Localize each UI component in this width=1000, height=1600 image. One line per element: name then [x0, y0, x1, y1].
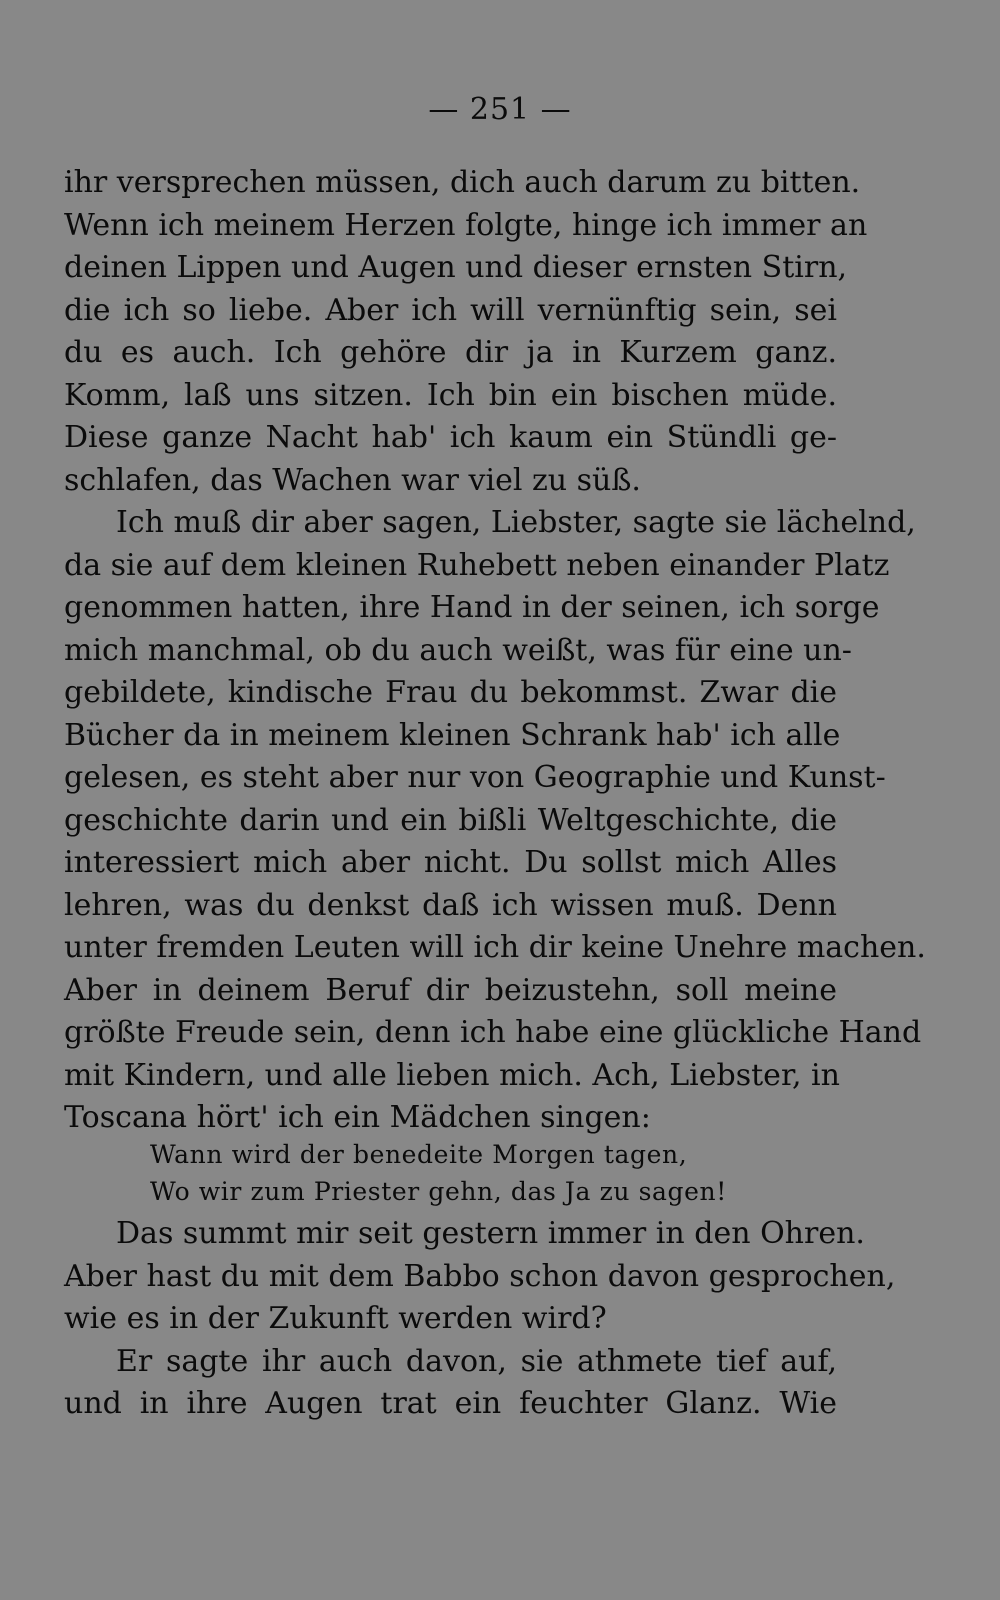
page-number: — 251 —: [428, 92, 572, 127]
text-line: Aber hast du mit dem Babbo schon davon gesprochen,: [64, 1258, 896, 1294]
text-line: und in ihre Augen trat ein feuchter Glanz. Wie: [64, 1386, 837, 1421]
text-line: wie es in der Zukunft werden wird?: [64, 1301, 607, 1336]
text-line: unter fremden Leuten will ich dir keine Unehre machen.: [64, 930, 926, 965]
text-line: Diese ganze Nacht hab' ich kaum ein Stündli ge-: [64, 420, 837, 455]
text-line: du es auch. Ich gehöre dir ja in Kurzem ganz.: [64, 335, 837, 370]
text-line: Das summt mir seit gestern immer in den Ohren.: [116, 1216, 865, 1251]
verse-line: Wo wir zum Priester gehn, das Ja zu sagen!: [150, 1177, 727, 1206]
text-line: interessiert mich aber nicht. Du sollst mich Alles: [64, 845, 837, 880]
text-line: ihr versprechen müssen, dich auch darum zu bitten.: [64, 165, 861, 200]
text-block-main: [64, 162, 926, 1140]
text-line: gebildete, kindische Frau du bekommst. Zwar die: [64, 675, 837, 710]
text-line: Ich muß dir aber sagen, Liebster, sagte sie lächelnd,: [116, 505, 916, 540]
text-line: Aber in deinem Beruf dir beizustehn, soll meine: [64, 972, 837, 1008]
text-block-continued: [64, 1213, 896, 1426]
text-line: die ich so liebe. Aber ich will vernünftig sein, sei: [64, 292, 837, 328]
text-line: Komm, laß uns sitzen. Ich bin ein bischen müde.: [64, 377, 837, 413]
text-line: größte Freude sein, denn ich habe eine glückliche Hand: [64, 1015, 922, 1050]
text-line: Toscana hört' ich ein Mädchen singen:: [64, 1100, 651, 1135]
text-line: gelesen, es steht aber nur von Geographie und Kunst-: [64, 760, 886, 795]
text-line: da sie auf dem kleinen Ruhebett neben einander Platz: [64, 547, 890, 583]
text-line: geschichte darin und ein bißli Weltgeschichte, die: [64, 802, 837, 838]
text-line: lehren, was du denkst daß ich wissen muß. Denn: [64, 887, 837, 923]
text-line: Er sagte ihr auch davon, sie athmete tief auf,: [116, 1343, 837, 1379]
text-line: deinen Lippen und Augen und dieser ernsten Stirn,: [64, 250, 848, 285]
text-line: Wenn ich meinem Herzen folgte, hinge ich immer an: [64, 207, 868, 243]
verse-quote: [150, 1136, 790, 1210]
text-line: genommen hatten, ihre Hand in der seinen, ich sorge: [64, 590, 880, 625]
text-line: schlafen, das Wachen war viel zu süß.: [64, 462, 641, 498]
text-line: mit Kindern, und alle lieben mich. Ach, Liebster, in: [64, 1057, 840, 1093]
text-line: Bücher da in meinem kleinen Schrank hab' ich alle: [64, 717, 841, 753]
text-line: mich manchmal, ob du auch weißt, was für eine un-: [64, 632, 852, 668]
verse-line: Wann wird der benedeite Morgen tagen,: [150, 1140, 688, 1169]
